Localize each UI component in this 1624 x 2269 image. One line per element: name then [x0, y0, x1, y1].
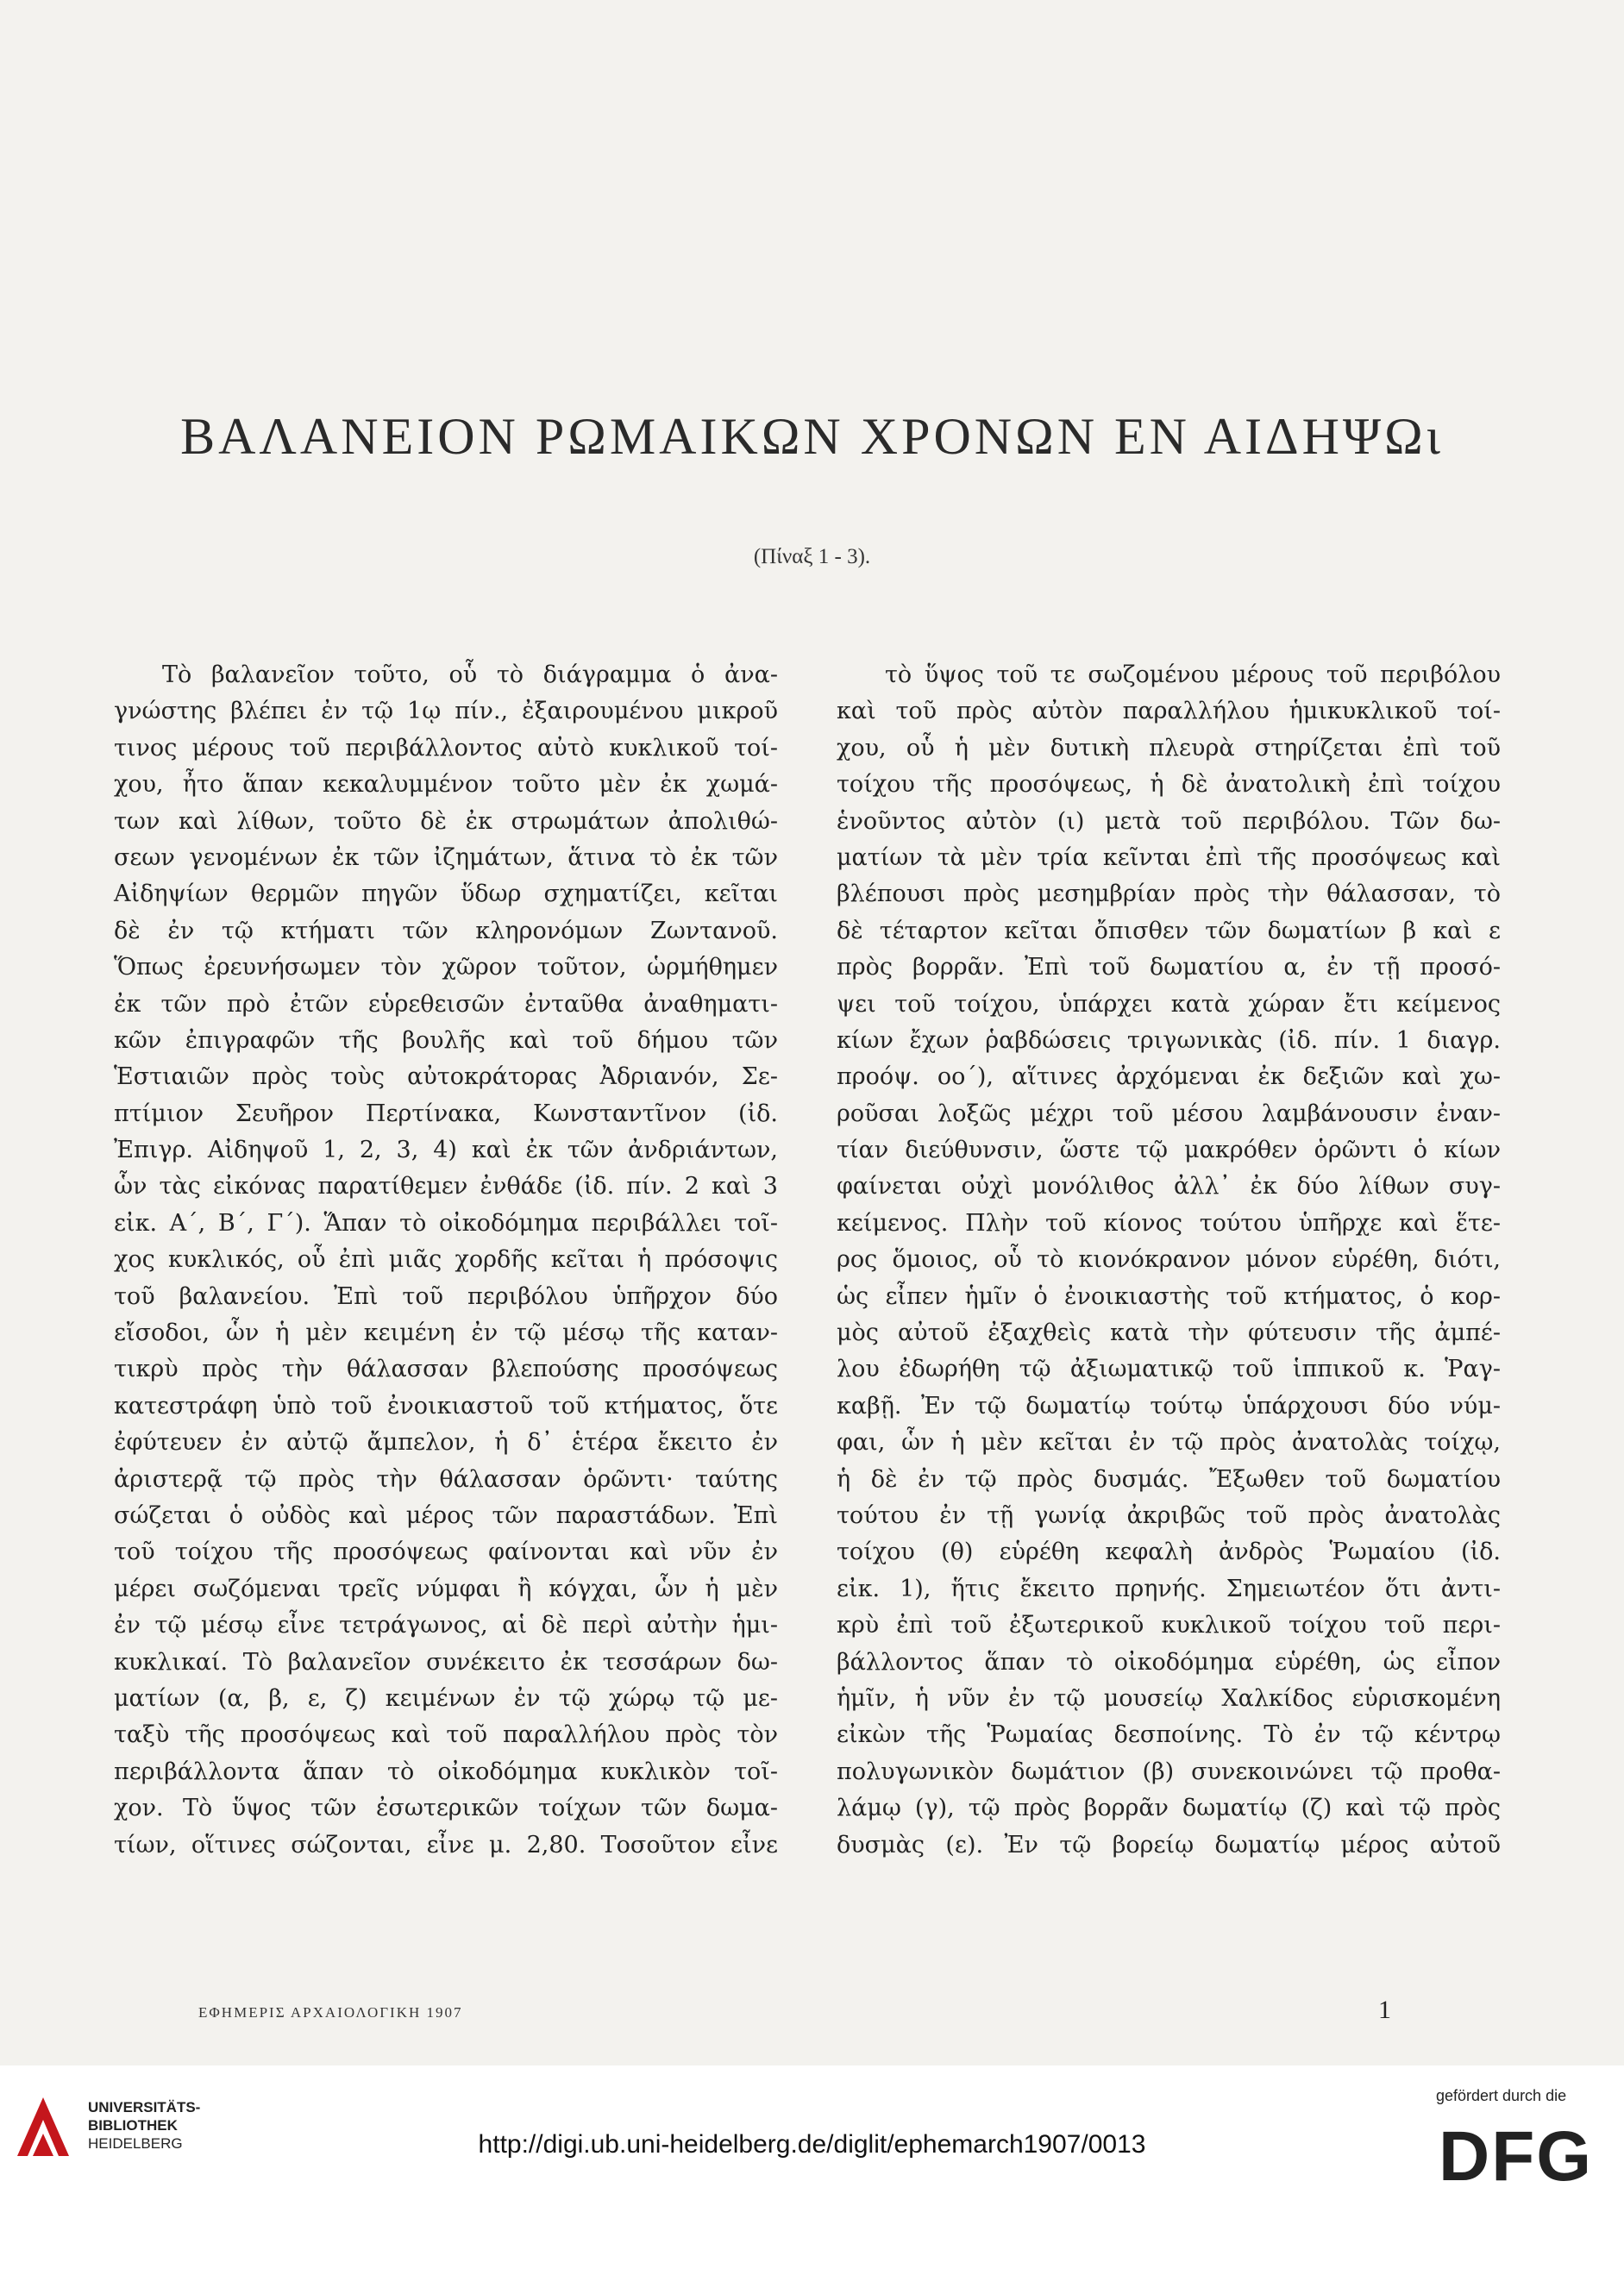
text-column-left [114, 657, 778, 1864]
text-line: τίαν διεύθυνσιν, ὥστε τῷ μακρόθεν ὁρῶντι ὁ κίων [837, 1137, 1501, 1164]
text-line: κρὺ ἐπὶ τοῦ ἐξωτερικοῦ κυκλικοῦ τοίχου τοῦ περι- [837, 1612, 1501, 1639]
text-line: προόψ. οο΄), αἵτινες ἀρχόμεναι ἐκ δεξιῶν καὶ χω- [837, 1063, 1501, 1091]
institution-line: BIBLIOTHEK [88, 2117, 178, 2134]
text-line: Τὸ βαλανεῖον τοῦτο, οὗ τὸ διάγραμμα ὁ ἀνα- [162, 661, 778, 688]
text-line: εἴσοδοι, ὧν ἡ μὲν κειμένη ἐν τῷ μέσῳ τῆς καταν- [114, 1319, 778, 1347]
text-line: ὧν τὰς εἰκόνας παρατίθεμεν ἐνθάδε (ἰδ. πίν. 2 καὶ 3 [114, 1173, 778, 1200]
text-line: ἑνοῦντος αὐτὸν (ι) μετὰ τοῦ περιβόλου. Τῶν δω- [837, 807, 1501, 835]
text-line: μὸς αὐτοῦ ἐξαχθεὶς κατὰ τὴν φύτευσιν τῆς ἀμπέ- [837, 1319, 1501, 1347]
institution-line: UNIVERSITÄTS- [88, 2099, 201, 2115]
text-line: κατεστράφη ὑπὸ τοῦ ἐνοικιαστοῦ τοῦ κτήματος, ὅτε [114, 1392, 778, 1420]
text-line: πτίμιον Σευῆρον Περτίνακα, Κωνσταντῖνον (ἰδ. [114, 1100, 778, 1127]
text-line: καβῇ. Ἐν τῷ δωματίῳ τούτῳ ὑπάρχουσι δύο νύμ- [837, 1392, 1501, 1420]
text-line: ἡ δὲ ἐν τῷ πρὸς δυσμάς. Ἔξωθεν τοῦ δωματίου [837, 1465, 1501, 1493]
text-line: Ὅπως ἐρευνήσωμεν τὸν χῶρον τοῦτον, ὡρμήθημεν [114, 954, 778, 981]
text-line: περιβάλλοντα ἅπαν τὸ οἰκοδόμημα κυκλικὸν τοῖ- [114, 1758, 778, 1785]
text-line: δυσμὰς (ε). Ἐν τῷ βορείῳ δωματίῳ μέρος αὐτοῦ [837, 1831, 1501, 1858]
text-line: Ἐπιγρ. Αἰδηψοῦ 1, 2, 3, 4) καὶ ἐκ τῶν ἀνδριάντων, [114, 1137, 778, 1164]
text-line: τούτου ἐν τῇ γωνίᾳ ἀκριβῶς τοῦ πρὸς ἀνατολὰς [837, 1501, 1501, 1529]
text-column-right [837, 657, 1501, 1864]
text-line: εἰκὼν τῆς Ῥωμαίας δεσποίνης. Τὸ ἐν τῷ κέντρῳ [837, 1721, 1501, 1749]
text-line: κείμενος. Πλὴν τοῦ κίονος τούτου ὑπῆρχε καὶ ἕτε- [837, 1209, 1501, 1237]
plates-reference: (Πίναξ 1 - 3). [753, 545, 871, 568]
text-line: ἐφύτευεν ἐν αὐτῷ ἄμπελον, ἡ δ᾽ ἑτέρα ἔκειτο ἐν [114, 1429, 778, 1457]
text-line: δὲ ἐν τῷ κτήματι τῶν κληρονόμων Ζωντανοῦ. [114, 917, 778, 944]
text-line: φαίνεται οὐχὶ μονόλιθος ἀλλ᾽ ἐκ δύο λίθων συγ- [837, 1173, 1501, 1200]
text-line: κυκλικαί. Τὸ βαλανεῖον συνέκειτο ἐκ τεσσάρων δω- [114, 1648, 778, 1676]
text-line: εἰκ. Α΄, Β΄, Γ΄). Ἅπαν τὸ οἰκοδόμημα περιβάλλει τοῖ- [114, 1209, 778, 1237]
text-line: τικρὺ πρὸς τὴν θάλασσαν βλεπούσης προσόψεως [114, 1356, 778, 1383]
text-line: γνώστης βλέπει ἐν τῷ 1ῳ πίν., ἐξαιρουμένου μικροῦ [114, 698, 778, 725]
text-line: ταξὺ τῆς προσόψεως καὶ τοῦ παραλλήλου πρὸς τὸν [114, 1721, 778, 1749]
text-line: χος κυκλικός, οὗ ἐπὶ μιᾶς χορδῆς κεῖται ἡ πρόσοψις [114, 1246, 778, 1274]
text-line: ἀριστερᾷ τῷ πρὸς τὴν θάλασσαν ὁρῶντι· ταύτης [114, 1465, 778, 1493]
source-url-link[interactable]: http://digi.ub.uni-heidelberg.de/diglit/ephemarch1907/0013 [478, 2130, 1146, 2159]
text-line: σώζεται ὁ οὐδὸς καὶ μέρος τῶν παραστάδων. Ἐπὶ [114, 1501, 778, 1529]
text-line: ροῦσαι λοξῶς μέχρι τοῦ μέσου λαμβάνουσιν ἐναν- [837, 1100, 1501, 1127]
text-line: τινος μέρους τοῦ περιβάλλοντος αὐτὸ κυκλικοῦ τοί- [114, 734, 778, 762]
text-line: ἐκ τῶν πρὸ ἐτῶν εὑρεθεισῶν ἐνταῦθα ἀναθηματι- [114, 990, 778, 1018]
text-line: κίων ἔχων ῥαβδώσεις τριγωνικὰς (ἰδ. πίν. 1 διαγρ. [837, 1026, 1501, 1054]
text-line: μέρει σωζόμεναι τρεῖς νύμφαι ἢ κόγχαι, ὧν ἡ μὲν [114, 1575, 778, 1602]
text-line: Ἑστιαιῶν πρὸς τοὺς αὐτοκράτορας Ἀδριανόν, Σε- [114, 1063, 778, 1091]
text-line: ὡς εἶπεν ἡμῖν ὁ ἐνοικιαστὴς τοῦ κτήματος, ὁ κορ- [837, 1282, 1501, 1310]
text-line: ματίων τὰ μὲν τρία κεῖνται ἐπὶ τῆς προσόψεως καὶ [837, 843, 1501, 871]
text-line: τοῦ τοίχου τῆς προσόψεως φαίνονται καὶ νῦν ἐν [114, 1539, 778, 1566]
text-line: ματίων (α, β, ε, ζ) κειμένων ἐν τῷ χώρῳ τῷ με- [114, 1684, 778, 1712]
dfg-logo-icon: DFG [1439, 2117, 1594, 2196]
text-line: χου, ἦτο ἅπαν κεκαλυμμένον τοῦτο μὲν ἐκ χωμά- [114, 771, 778, 799]
text-line: βάλλοντος ἅπαν τὸ οἰκοδόμημα εὑρέθη, ὡς εἶπον [837, 1648, 1501, 1676]
funded-by-label: gefördert durch die [1436, 2087, 1567, 2104]
text-line: εἰκ. 1), ἥτις ἔκειτο πρηνής. Σημειωτέον ὅτι ἀντι- [837, 1575, 1501, 1602]
text-line: φαι, ὧν ἡ μὲν κεῖται ἐν τῷ πρὸς ἀνατολὰς τοίχῳ, [837, 1429, 1501, 1457]
text-line: λάμῳ (γ), τῷ πρὸς βορρᾶν δωματίῳ (ζ) καὶ τῷ πρὸς [837, 1795, 1501, 1822]
text-line: των καὶ λίθων, τοῦτο δὲ ἐκ στρωμάτων ἀπολιθώ- [114, 807, 778, 835]
text-line: τὸ ὕψος τοῦ τε σωζομένου μέρους τοῦ περιβόλου [885, 661, 1501, 688]
text-line: κῶν ἐπιγραφῶν τῆς βουλῆς καὶ τοῦ δήμου τῶν [114, 1026, 778, 1054]
running-footer: ΕΦΗΜΕΡΙΣ ΑΡΧΑΙΟΛΟΓΙΚΗ 1907 [198, 2004, 463, 2021]
text-line: ψει τοῦ τοίχου, ὑπάρχει κατὰ χώραν ἔτι κείμενος [837, 990, 1501, 1018]
text-line: τίων, οἵτινες σώζονται, εἶνε μ. 2,80. Τοσοῦτον εἶνε [114, 1831, 778, 1858]
text-line: τοῦ βαλανείου. Ἐπὶ τοῦ περιβόλου ὑπῆρχον δύο [114, 1282, 778, 1310]
text-line: καὶ τοῦ πρὸς αὐτὸν παραλλήλου ἡμικυκλικοῦ τοί- [837, 698, 1501, 725]
text-line: ρος ὅμοιος, οὗ τὸ κιονόκρανον μόνον εὑρέθη, διότι, [837, 1246, 1501, 1274]
digitization-banner [0, 2065, 1624, 2269]
text-line: πρὸς βορρᾶν. Ἐπὶ τοῦ δωματίου α, ἐν τῇ προσό- [837, 954, 1501, 981]
text-line: τοίχου τῆς προσόψεως, ἡ δὲ ἀνατολικὴ ἐπὶ τοίχου [837, 771, 1501, 799]
text-line: δὲ τέταρτον κεῖται ὄπισθεν τῶν δωματίων β καὶ ε [837, 917, 1501, 944]
text-line: σεων γενομένων ἐκ τῶν ἰζημάτων, ἅτινα τὸ ἐκ τῶν [114, 843, 778, 871]
page-number: 1 [1378, 1996, 1391, 2024]
text-line: πολυγωνικὸν δωμάτιον (β) συνεκοινώνει τῷ προθα- [837, 1758, 1501, 1785]
article-title: ΒΑΛΑΝΕΙΟΝ ΡΩΜΑΙΚΩΝ ΧΡΟΝΩΝ ΕΝ ΑΙΔΗΨΩι [180, 408, 1444, 465]
institution-line: HEIDELBERG [88, 2135, 183, 2152]
text-line: ἐν τῷ μέσῳ εἶνε τετράγωνος, αἱ δὲ περὶ αὐτὴν ἡμι- [114, 1612, 778, 1639]
text-line: τοίχου (θ) εὑρέθη κεφαλὴ ἀνδρὸς Ῥωμαίου (ἰδ. [837, 1539, 1501, 1566]
text-line: ἡμῖν, ἡ νῦν ἐν τῷ μουσείῳ Χαλκίδος εὑρισκομένη [837, 1684, 1501, 1712]
text-line: Αἰδηψίων θερμῶν πηγῶν ὕδωρ σχηματίζει, κεῖται [114, 881, 778, 908]
text-line: χον. Τὸ ὕψος τῶν ἐσωτερικῶν τοίχων τῶν δωμα- [114, 1795, 778, 1822]
text-line: λου ἐδωρήθη τῷ ἀξιωματικῷ τοῦ ἱππικοῦ κ. Ῥαγ- [837, 1356, 1501, 1383]
text-line: βλέπουσι πρὸς μεσημβρίαν πρὸς τὴν θάλασσαν, τὸ [837, 881, 1501, 908]
text-line: χου, οὗ ἡ μὲν δυτικὴ πλευρὰ στηρίζεται ἐπὶ τοῦ [837, 734, 1501, 762]
